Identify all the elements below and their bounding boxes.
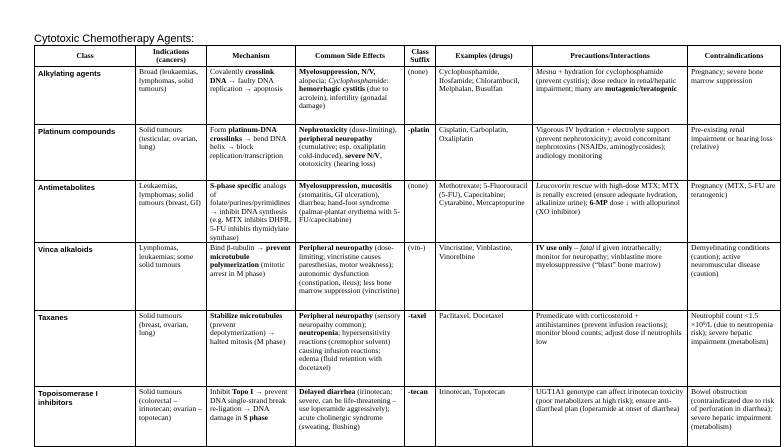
text-segment: with high-dose MTX; MTX is renally excreted (ensure adequate hydration, alkalinize urine); xyxy=(536,181,679,208)
cell-class: Alkylating agents xyxy=(35,67,136,125)
text-segment: (prevent depolymerization) → halted mitosis (M phase) xyxy=(210,319,286,346)
text-segment: (due to acrolein), infertility (gonadal damage) xyxy=(299,84,389,111)
chemotherapy-table xyxy=(34,45,781,447)
cell-indications: Leukaemias, lymphomas; solid tumours (breast, GI) xyxy=(136,181,207,243)
text-segment: (dose-limiting), xyxy=(347,125,397,134)
text-segment: Myelosuppression, mucositis xyxy=(299,181,392,190)
cell-examples: Cisplatin, Carboplatin, Oxaliplatin xyxy=(436,125,533,181)
cell-mechanism xyxy=(207,311,296,387)
text-segment: → faulty DNA replication → apoptosis xyxy=(210,75,283,94)
table-row xyxy=(35,181,781,243)
cell-precautions xyxy=(533,181,688,243)
cell-indications: Broad (leukaemias, lymphomas, solid tumours) xyxy=(136,67,207,125)
text-segment: 6-MP xyxy=(589,198,608,208)
text-segment: UGT1A1 genotype can affect irinotecan toxicity (poor metabolizers at high risk); ensure anti-diarrheal plan (loperamide at onset of diarrhea) xyxy=(536,387,684,414)
cell-class-suffix: (vin-) xyxy=(405,243,436,311)
table-row xyxy=(35,67,781,125)
text-segment: neutropenia xyxy=(299,328,339,338)
table-header-row xyxy=(35,46,781,67)
header-mechanism: Mechanism xyxy=(207,46,296,67)
text-segment: IV use only xyxy=(536,243,573,253)
cell-precautions xyxy=(533,125,688,181)
cell-class: Platinum compounds xyxy=(35,125,136,181)
text-segment: analogs of folate/purines/pyrimidines → inhibit DNA synthesis (e.g. MTX inhibits DHFR, 5-FU inhibits thymidylate synthase) xyxy=(210,181,292,242)
header-class: Class xyxy=(35,46,136,67)
text-segment: (mitotic arrest in M phase) xyxy=(210,260,285,278)
text-segment: Premedicate with corticosteroid + antihistamines (prevent infusion reactions); monitor blood counts; adjust dose if neutrophils low xyxy=(536,311,682,346)
text-segment: , ototoxicity (hearing loss) xyxy=(299,150,382,169)
cell-contraindications: Bowel obstruction (contraindicated due to risk of perforation in diarrhea); severe hepatic impairment (metabolism) xyxy=(688,387,781,447)
cell-mechanism xyxy=(207,125,296,181)
header-class-suffix: Class Suffix xyxy=(405,46,436,67)
cell-mechanism xyxy=(207,243,296,311)
text-segment: mutagenic/teratogenic xyxy=(604,84,678,94)
text-segment: Delayed diarrhea xyxy=(299,387,356,397)
cell-precautions xyxy=(533,387,688,447)
cell-examples: Irinotecan, Topotecan xyxy=(436,387,533,447)
cell-indications: Solid tumours (colorectal – irinotecan; ovarian – topotecan) xyxy=(136,387,207,447)
cell-precautions xyxy=(533,311,688,387)
table-row xyxy=(35,311,781,387)
cell-indications: Solid tumours (testicular, ovarian, lung) xyxy=(136,125,207,181)
cell-class-suffix: -taxel xyxy=(405,311,436,387)
cell-side-effects xyxy=(296,125,405,181)
cell-contraindications: Pregnancy; severe bone marrow suppression xyxy=(688,67,781,125)
header-indications: Indications (cancers) xyxy=(136,46,207,67)
cell-examples: Vincristine, Vinblastine, Vinorelbine xyxy=(436,243,533,311)
cell-side-effects xyxy=(296,243,405,311)
cell-side-effects xyxy=(296,387,405,447)
text-segment: (irinotecan; severe, can be life-threatening – use loperamide aggressively); acute cholinergic syndrome (sweating, flushing) xyxy=(299,387,397,431)
cell-class: Antimetabolites xyxy=(35,181,136,243)
cell-examples: Cyclophosphamide, Ifosfamide; Chlorambucil, Melphalan, Busulfan xyxy=(436,67,533,125)
text-segment: fatal xyxy=(580,243,595,253)
text-segment: (sensory neuropathy common); xyxy=(299,311,401,329)
cell-mechanism xyxy=(207,181,296,243)
header-precautions: Precautions/Interactions xyxy=(533,46,688,67)
cell-class-suffix: (none) xyxy=(405,181,436,243)
text-segment: Mesna xyxy=(536,67,557,76)
text-segment: if given intrathecally; monitor for neuropathy; vinblastine more myelosuppressive (“blast” bone marrow) xyxy=(536,243,662,270)
header-examples: Examples (drugs) xyxy=(436,46,533,67)
text-segment: Leucovorin rescue xyxy=(536,181,593,190)
table-row xyxy=(35,125,781,181)
text-segment: : xyxy=(386,75,389,85)
text-segment: Covalently xyxy=(210,67,246,76)
text-segment: severe N/V xyxy=(344,150,381,160)
cell-examples: Paclitaxel, Docetaxel xyxy=(436,311,533,387)
cell-contraindications: Pre-existing renal impairment or hearing loss (relative) xyxy=(688,125,781,181)
cell-contraindications: Pregnancy (MTX, 5-FU are teratogenic) xyxy=(688,181,781,243)
cell-indications: Lymphomas, leukaemias; some solid tumours xyxy=(136,243,207,311)
text-segment: prevent microtubule polymerization xyxy=(210,243,291,270)
cell-side-effects xyxy=(296,181,405,243)
text-segment: → prevent DNA single-strand break re-ligation → DNA damage in xyxy=(210,387,288,422)
text-segment: peripheral neuropathy xyxy=(299,133,373,143)
text-segment: (dose-limiting; vincristine causes paresthesias, motor weakness); autonomic dysfunction (constipation, ileus); less bone marrow suppression (vincristine) xyxy=(299,243,400,296)
text-segment: – xyxy=(572,243,581,253)
text-segment: hemorrhagic cystitis xyxy=(299,84,366,94)
cell-class: Vinca alkaloids xyxy=(35,243,136,311)
page-title: Cytotoxic Chemotherapy Agents: xyxy=(34,33,195,45)
text-segment: Form xyxy=(210,125,229,134)
text-segment: Inhibit xyxy=(210,387,233,397)
text-segment: S-phase specific xyxy=(210,181,262,190)
text-segment: (cumulative; esp. oxaliplatin cold-induced), xyxy=(299,142,386,160)
text-segment: Stabilize microtubules xyxy=(210,311,283,321)
text-segment: → bend DNA helix → block replication/transcription xyxy=(210,133,287,160)
text-segment: + hydration for cyclophosphamide (prevent cystitis); dose reduce in renal/hepatic impairment; many are xyxy=(536,67,677,94)
text-segment: Nephrotoxicity xyxy=(299,125,348,134)
text-segment: (stomatitis, GI ulceration), diarrhea; hand-foot syndrome (palmar-plantar erythema with 5-FU/capecitabine) xyxy=(299,189,400,225)
text-segment: platinum-DNA crosslinks xyxy=(210,125,277,143)
cell-precautions xyxy=(533,243,688,311)
cell-class-suffix: (none) xyxy=(405,67,436,125)
text-segment: Cyclophosphamide xyxy=(328,75,387,85)
text-segment: Peripheral neuropathy xyxy=(299,311,373,321)
cell-mechanism xyxy=(207,387,296,447)
table-body xyxy=(35,67,781,447)
cell-class: Taxanes xyxy=(35,311,136,387)
cell-contraindications: Neutrophil count <1.5 ×10⁹/L (due to neutropenia risk); severe hepatic impairment (metabolism) xyxy=(688,311,781,387)
text-segment: Vigorous IV hydration + electrolyte support (prevent nephrotoxicity); avoid concomitant nephrotoxins (NSAIDs, aminoglycosides); audiology monitoring xyxy=(536,125,671,160)
text-segment: dose ↓ with allopurinol (XO inhibitor) xyxy=(536,198,680,216)
text-segment: crosslink DNA xyxy=(210,67,275,85)
cell-mechanism xyxy=(207,67,296,125)
text-segment: ; hypersensitivity reactions (cremophor solvent) causing infusion reactions; edema (fluid retention with docetaxel) xyxy=(299,328,391,372)
text-segment: S phase xyxy=(243,412,269,422)
cell-side-effects xyxy=(296,311,405,387)
table-row xyxy=(35,243,781,311)
text-segment: Bind β-tubulin → xyxy=(210,243,266,253)
cell-class: Topoisomerase I inhibitors xyxy=(35,387,136,447)
cell-examples: Methotrexate; 5-Fluorouracil (5-FU), Capecitabine; Cytarabine, Mercaptopurine xyxy=(436,181,533,243)
text-segment: Myelosuppression, N/V, xyxy=(299,67,376,76)
cell-indications: Solid tumours (breast, ovarian, lung) xyxy=(136,311,207,387)
header-contraindications: Contraindications xyxy=(688,46,781,67)
text-segment: alopecia; xyxy=(299,75,329,85)
cell-class-suffix: -tecan xyxy=(405,387,436,447)
text-segment: Peripheral neuropathy xyxy=(299,243,373,253)
cell-side-effects xyxy=(296,67,405,125)
cell-precautions xyxy=(533,67,688,125)
text-segment: Topo I xyxy=(232,387,254,397)
table-row xyxy=(35,387,781,447)
cell-contraindications: Demyelinating conditions (caution); active neuromuscular disease (caution) xyxy=(688,243,781,311)
header-side-effects: Common Side Effects xyxy=(296,46,405,67)
cell-class-suffix: -platin xyxy=(405,125,436,181)
